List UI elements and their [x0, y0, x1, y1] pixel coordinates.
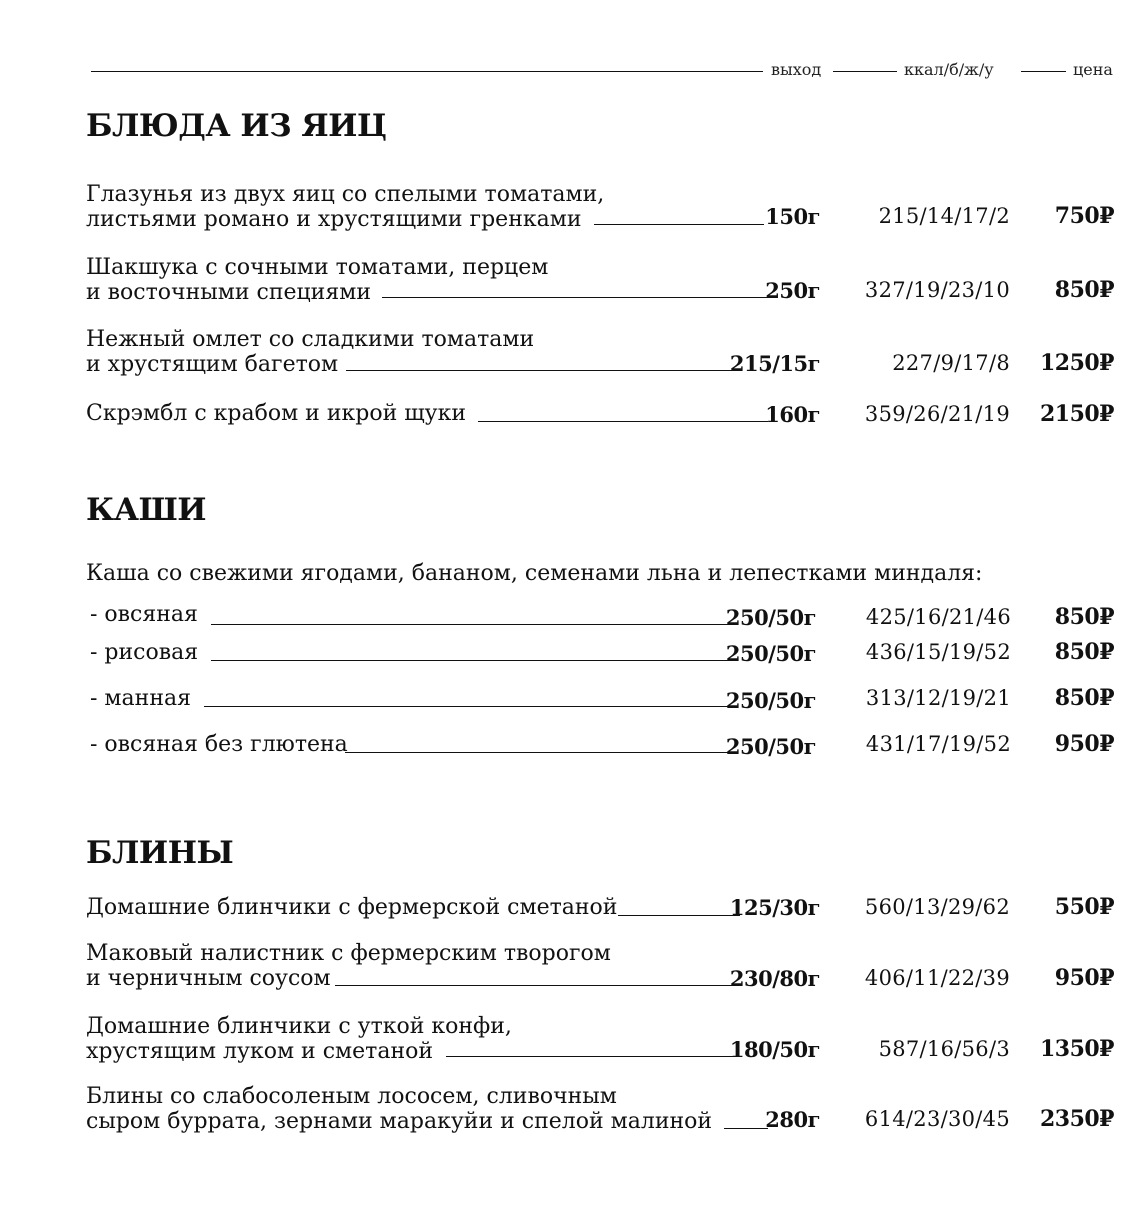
item-name-line: и хрустящим багетом: [86, 352, 339, 377]
section-title: БЛЮДА ИЗ ЯИЦ: [86, 108, 387, 144]
leader-line: [594, 224, 764, 225]
menu-item-name: - овсяная без глютена: [90, 732, 348, 757]
item-price: 2150₽: [1039, 401, 1114, 427]
menu-item-name: Домашние блинчики с фермерской сметаной: [86, 895, 618, 920]
item-name-line: Маковый налистник с фермерским творогом: [86, 941, 611, 966]
section-intro: Каша со свежими ягодами, бананом, семенами льна и лепестками миндаля:: [86, 561, 983, 586]
item-name-line: Блины со слабосоленым лососем, сливочным: [86, 1084, 617, 1109]
leader-line: [335, 985, 740, 986]
item-price: 1250₽: [1039, 350, 1114, 376]
item-weight: 250/50г: [725, 734, 816, 759]
item-name-line: сыром буррата, зернами маракуйи и спелой малиной: [86, 1109, 713, 1134]
item-name-line: Шакшука с сочными томатами, перцем: [86, 255, 549, 280]
item-name-line: хрустящим луком и сметаной: [86, 1039, 434, 1064]
item-name-line: и восточными специями: [86, 280, 371, 305]
item-kbju: 227/9/17/8: [892, 351, 1010, 375]
item-kbju: 359/26/21/19: [864, 402, 1010, 426]
item-price: 550₽: [1054, 894, 1114, 920]
item-name-line: Глазунья из двух яиц со спелыми томатами,: [86, 182, 605, 207]
item-kbju: 215/14/17/2: [878, 204, 1010, 228]
menu-item-name: - овсяная: [90, 602, 198, 627]
item-name-line: листьями романо и хрустящими гренками: [86, 207, 582, 232]
leader-line: [382, 297, 768, 298]
item-kbju: 614/23/30/45: [864, 1107, 1010, 1131]
item-name-line: Нежный омлет со сладкими томатами: [86, 327, 535, 352]
item-price: 950₽: [1054, 965, 1114, 991]
item-kbju: 313/12/19/21: [865, 686, 1011, 710]
menu-item-name: [86, 1084, 712, 1134]
leader-line: [618, 915, 740, 916]
item-kbju: 560/13/29/62: [864, 895, 1010, 919]
item-price: 850₽: [1054, 604, 1114, 630]
item-name-line: и черничным соусом: [86, 966, 331, 991]
item-weight: 250/50г: [725, 605, 816, 630]
item-weight: 125/30г: [729, 895, 820, 920]
item-weight: 180/50г: [729, 1037, 820, 1062]
item-price: 850₽: [1054, 685, 1114, 711]
leader-line: [211, 624, 732, 625]
item-weight: 150г: [765, 204, 820, 229]
item-weight: 250/50г: [725, 641, 816, 666]
header-rule: [1021, 71, 1066, 72]
header-rule: [91, 71, 763, 72]
leader-line: [346, 370, 740, 371]
item-price: 850₽: [1054, 639, 1114, 665]
item-kbju: 406/11/22/39: [864, 966, 1010, 990]
leader-line: [478, 421, 768, 422]
leader-line: [204, 706, 732, 707]
leader-line: [446, 1056, 736, 1057]
item-price: 850₽: [1054, 277, 1114, 303]
item-kbju: 327/19/23/10: [864, 278, 1010, 302]
item-price: 2350₽: [1039, 1106, 1114, 1132]
item-kbju: 425/16/21/46: [865, 605, 1011, 629]
menu-item-name: Скрэмбл с крабом и икрой щуки: [86, 401, 467, 426]
item-weight: 250г: [765, 278, 820, 303]
item-weight: 230/80г: [729, 966, 820, 991]
item-weight: 280г: [765, 1107, 820, 1132]
item-name-line: Домашние блинчики с уткой конфи,: [86, 1014, 512, 1039]
weight-column-label: выход: [771, 60, 822, 79]
item-weight: 250/50г: [725, 688, 816, 713]
item-price: 1350₽: [1039, 1036, 1114, 1062]
leader-line: [211, 660, 732, 661]
item-price: 950₽: [1054, 731, 1114, 757]
kbju-column-label: ккал/б/ж/у: [904, 60, 994, 79]
item-weight: 215/15г: [729, 351, 820, 376]
menu-item-name: - манная: [90, 686, 191, 711]
section-title: КАШИ: [86, 492, 207, 528]
item-weight: 160г: [765, 402, 820, 427]
item-kbju: 587/16/56/3: [878, 1037, 1010, 1061]
menu-item-name: [86, 182, 604, 232]
price-column-label: цена: [1073, 60, 1113, 79]
item-kbju: 436/15/19/52: [865, 640, 1011, 664]
item-kbju: 431/17/19/52: [865, 732, 1011, 756]
leader-line: [345, 752, 732, 753]
section-title: БЛИНЫ: [86, 835, 234, 871]
menu-item-name: - рисовая: [90, 640, 199, 665]
header-rule: [833, 71, 897, 72]
item-price: 750₽: [1054, 203, 1114, 229]
menu-item-name: [86, 941, 611, 991]
leader-line: [724, 1128, 768, 1129]
